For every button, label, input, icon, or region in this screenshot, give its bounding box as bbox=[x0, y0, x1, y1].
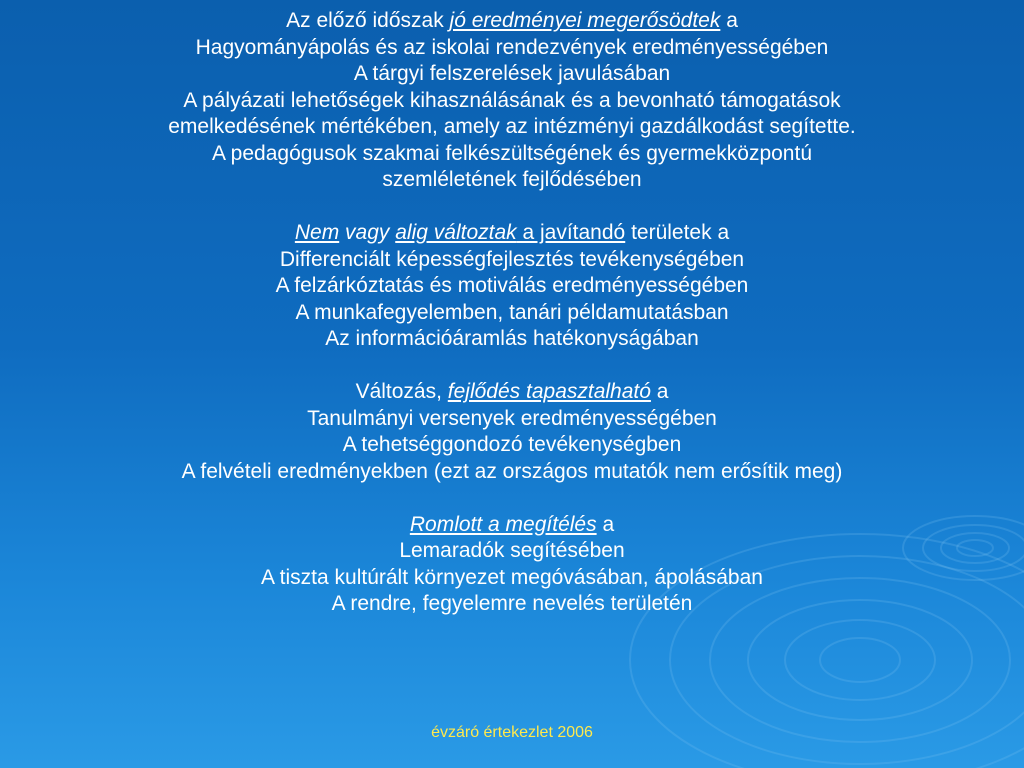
slide-body bbox=[0, 8, 1024, 618]
list-item: A tehetséggondozó tevékenységben bbox=[342, 433, 682, 456]
list-item: szemléletének fejlődésében bbox=[382, 168, 642, 191]
list-item: A munkafegyelemben, tanári példamutatásban bbox=[295, 300, 729, 324]
list-item: A pályázati lehetőségek kihasználásának és a bevonható támogatások bbox=[183, 88, 841, 112]
heading-text: a bbox=[720, 9, 738, 32]
section-heading bbox=[0, 379, 1024, 406]
section-worsened bbox=[0, 512, 1024, 618]
list-item: A tárgyi felszerelések javulásában bbox=[353, 62, 671, 85]
slide-footer: évzáró értekezlet 2006 bbox=[431, 724, 593, 741]
heading-text: Az előző időszak bbox=[286, 9, 450, 32]
list-item: Az információáramlás hatékonyságában bbox=[325, 327, 699, 350]
list-item: A pedagógusok szakmai felkészültségének és gyermekközpontú bbox=[211, 141, 813, 165]
heading-emphasis: Nem bbox=[294, 221, 340, 244]
section-improving bbox=[0, 379, 1024, 485]
list-item: Hagyományápolás és az iskolai rendezvények eredményességében bbox=[195, 35, 829, 59]
section-unchanged bbox=[0, 220, 1024, 353]
heading-text: területek a bbox=[625, 221, 730, 244]
heading-text: a bbox=[596, 512, 615, 536]
section-heading bbox=[0, 220, 1024, 247]
heading-text: a bbox=[650, 380, 669, 403]
list-item: Tanulmányi versenyek eredményességében bbox=[307, 406, 717, 430]
list-item: Lemaradók segítésében bbox=[399, 539, 625, 562]
list-item: A tiszta kultúrált környezet megóvásában, ápolásában bbox=[261, 565, 763, 589]
list-item: A felzárkóztatás és motiválás eredményességében bbox=[275, 274, 749, 297]
heading-underlined: a javítandó bbox=[516, 221, 626, 244]
list-item: Differenciált képességfejlesztés tevékenységében bbox=[279, 247, 745, 271]
heading-emphasis: alig változtak bbox=[395, 221, 517, 244]
list-item: emelkedésének mértékében, amely az intézményi gazdálkodást segítette. bbox=[168, 115, 856, 138]
heading-emphasis: fejlődés tapasztalható bbox=[447, 380, 651, 403]
heading-text: Változás, bbox=[355, 380, 448, 403]
heading-emphasis: Romlott a megítélés bbox=[409, 512, 597, 536]
section-strengthened bbox=[0, 8, 1024, 194]
section-heading bbox=[0, 512, 1024, 539]
section-heading bbox=[0, 8, 1024, 35]
heading-emphasis: jó eredményei megerősödtek bbox=[449, 9, 721, 32]
heading-text: vagy bbox=[339, 221, 396, 244]
list-item: A felvételi eredményekben (ezt az országos mutatók nem erősítik meg) bbox=[181, 459, 843, 483]
list-item: A rendre, fegyelemre nevelés területén bbox=[331, 592, 693, 615]
